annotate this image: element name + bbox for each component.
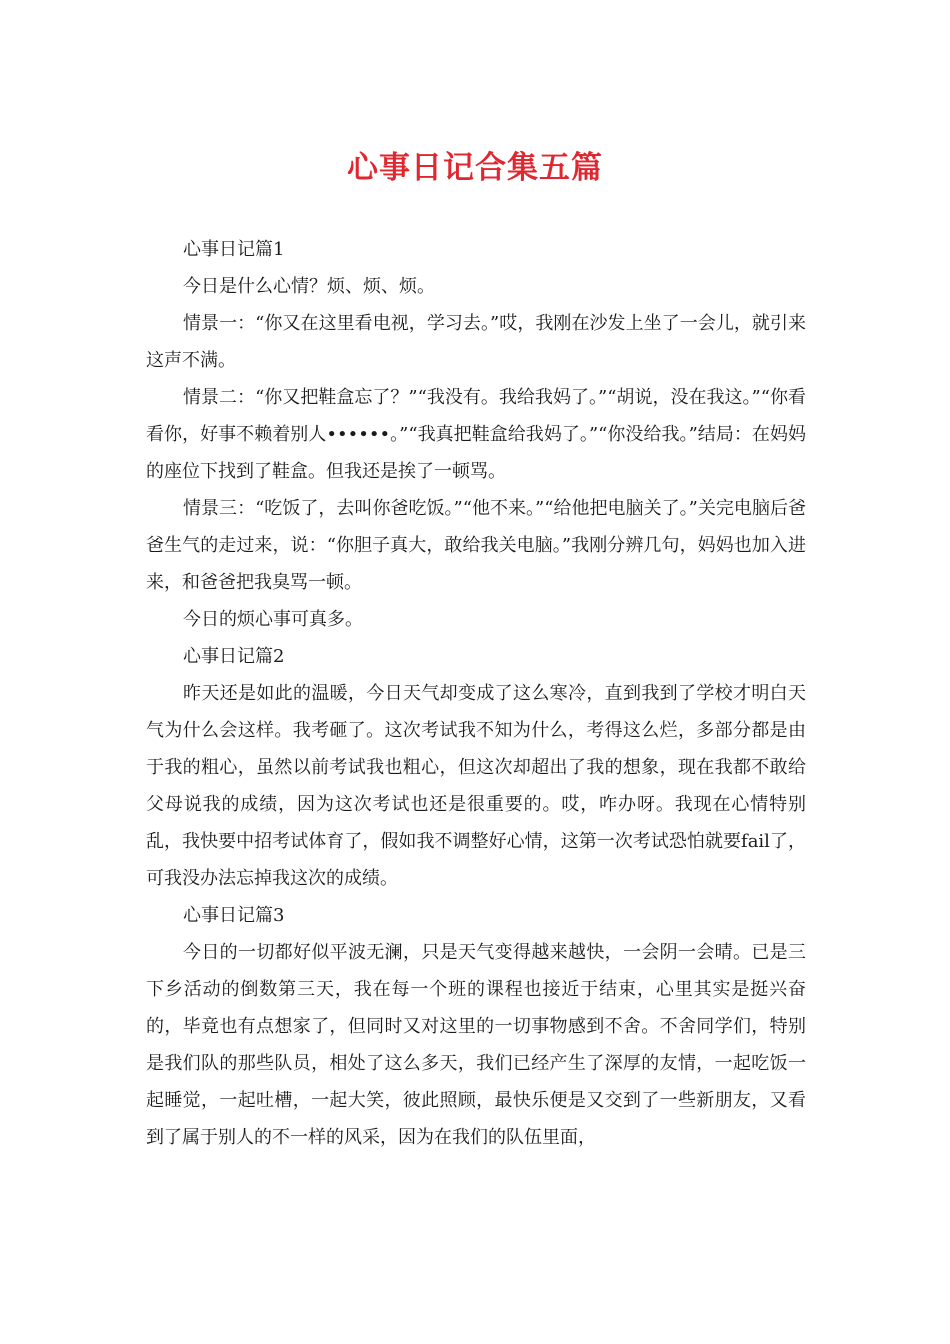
paragraph: 情景三：“吃饭了，去叫你爸吃饭。”“他不来。”“给他把电脑关了。”关完电脑后爸爸生气的走过来，说：“你胆子真大，敢给我关电脑。”我刚分辨几句，妈妈也加入进来，和爸爸把我臭骂一顿。 xyxy=(146,498,806,593)
paragraph: 今日是什么心情？烦、烦、烦。 xyxy=(183,276,435,297)
document-title: 心事日记合集五篇 xyxy=(347,150,603,186)
document-body xyxy=(146,231,806,1156)
paragraph-heading-3: 心事日记篇3 xyxy=(183,905,285,926)
paragraph: 昨天还是如此的温暖，今日天气却变成了这么寒冷，直到我到了学校才明白天气为什么会这样。我考砸了。这次考试我不知为什么，考得这么烂，多部分都是由于我的粗心，虽然以前考试我也粗心，但这次却超出了我的想象，现在我都不敢给父母说我的成绩，因为这次考试也还是很重要的。哎，咋办呀。我现在心情特别乱，我快要中招考试体育了，假如我不调整好心情，这第一次考试恐怕就要fail了，可我没办法忘掉我这次的成绩。 xyxy=(146,683,806,889)
paragraph: 情景一：“你又在这里看电视，学习去。”哎，我刚在沙发上坐了一会儿，就引来这声不满。 xyxy=(146,313,806,371)
paragraph: 情景二：“你又把鞋盒忘了？”“我没有。我给我妈了。”“胡说，没在我这。”“你看看你，好事不赖着别人••••••。”“我真把鞋盒给我妈了。”“你没给我。”结局：在妈妈的座位下找到了鞋盒。但我还是挨了一顿骂。 xyxy=(146,387,806,482)
paragraph-heading-1: 心事日记篇1 xyxy=(183,239,285,260)
paragraph: 今日的一切都好似平波无澜，只是天气变得越来越快，一会阴一会晴。已是三下乡活动的倒数第三天，我在每一个班的课程也接近于结束，心里其实是挺兴奋的，毕竟也有点想家了，但同时又对这里的一切事物感到不舍。不舍同学们，特别是我们队的那些队员，相处了这么多天，我们已经产生了深厚的友情，一起吃饭一起睡觉，一起吐槽，一起大笑，彼此照顾，最快乐便是又交到了一些新朋友，又看到了属于别人的不一样的风采，因为在我们的队伍里面， xyxy=(146,942,806,1148)
paragraph: 今日的烦心事可真多。 xyxy=(183,609,363,630)
paragraph-heading-2: 心事日记篇2 xyxy=(183,646,285,667)
